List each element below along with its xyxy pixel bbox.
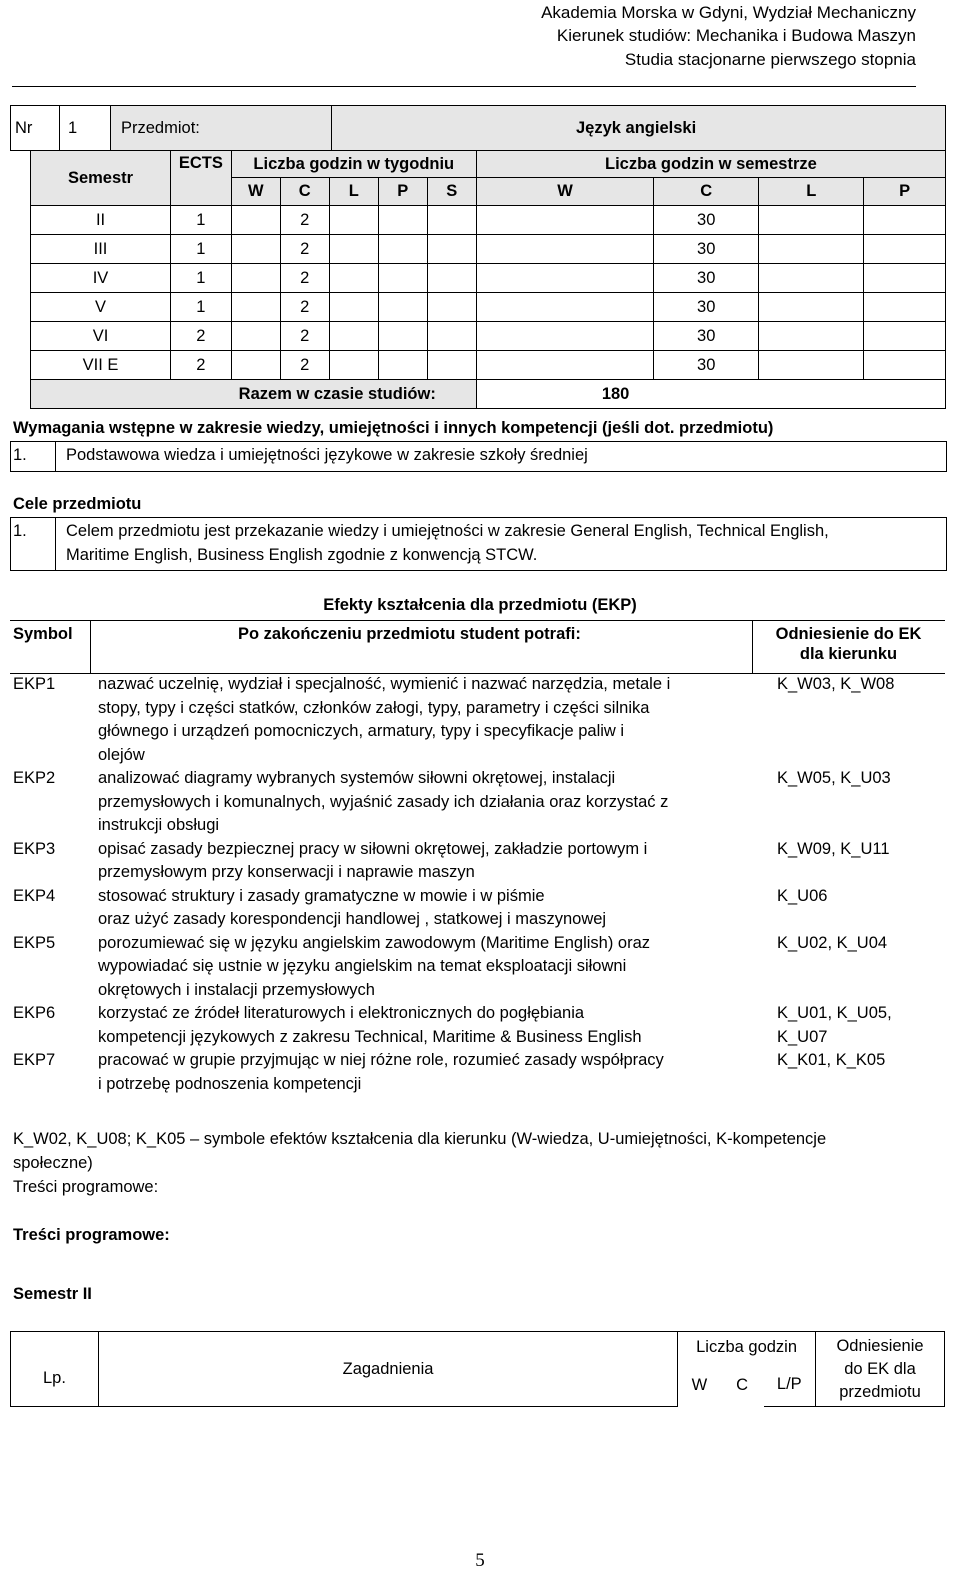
ekp-line: nazwać uczelnię, wydział i specjalność, wymienić i nazwać narzędzia, metale i (98, 675, 671, 693)
ekp-line: olejów (98, 745, 145, 764)
footnote-line1: K_W02, K_U08; K_K05 – symbole efektów kształcenia dla kierunku (W-wiedza, U-umiejętności, K-kompetencje (13, 1130, 827, 1148)
ekp-ref-line: K_U02, K_U04 (777, 933, 888, 952)
subject-name: Język angielski (332, 106, 946, 151)
table-row (31, 235, 946, 264)
col-ref-line2: do EK dla (844, 1359, 916, 1378)
ekp-line: analizować diagramy wybranych systemów siłowni okrętowej, instalacji (98, 769, 616, 787)
przedmiot-label: Przedmiot: (111, 106, 332, 151)
ekp-symbol: EKP3 (13, 839, 56, 858)
ects-cell: 1 (171, 264, 232, 293)
ekp-ref-line: K_W05, K_U03 (777, 769, 891, 787)
weekly-c-cell: 2 (280, 264, 329, 293)
col-reference-line2: dla kierunku (799, 645, 898, 663)
goals-divider (55, 518, 56, 570)
ekp-ref-line: K_U06 (777, 886, 828, 905)
ekp-description (98, 767, 765, 838)
semester-hours-header: Liczba godzin w semestrze (476, 151, 945, 178)
ekp-symbol: EKP7 (13, 1051, 56, 1069)
weekly-col-c: C (280, 178, 329, 206)
footnote-line2: społeczne) (13, 1154, 93, 1172)
ekp-symbol: EKP2 (13, 769, 56, 787)
table-row (10, 673, 945, 767)
semestr-cell: II (31, 206, 171, 235)
ekp-reference (765, 932, 945, 1003)
semester-c-cell: 30 (654, 264, 759, 293)
semester-col-p: P (864, 178, 946, 206)
page-number: 5 (475, 1550, 485, 1571)
semester-title: Semestr II (13, 1285, 92, 1303)
goals-num: 1. (13, 522, 27, 540)
col-reference (752, 625, 945, 664)
weekly-c-cell: 2 (280, 322, 329, 351)
semester-c-cell: 30 (654, 206, 759, 235)
goals-text-line2: Maritime English, Business English zgodnie z konwencją STCW. (66, 546, 538, 564)
ects-header: ECTS (171, 151, 232, 206)
ekp-symbol: EKP4 (13, 886, 56, 905)
col-ref-line1: Odniesienie (836, 1336, 924, 1355)
ekp-reference (765, 673, 945, 767)
col-topics: Zagadnienia (98, 1332, 677, 1407)
ekp-ref-line: K_W09, K_U11 (777, 839, 890, 858)
ekp-line: oraz użyć zasady korespondencji handlowej , statkowej i maszynowej (98, 910, 607, 928)
ekp-description (98, 838, 765, 885)
nr-value: 1 (60, 106, 111, 151)
weekly-col-s: S (427, 178, 476, 206)
ects-cell: 1 (171, 293, 232, 322)
ekp-symbol: EKP5 (13, 933, 56, 952)
semestr-cell: VII E (31, 351, 171, 380)
ects-cell: 2 (171, 322, 232, 351)
ekp-line: wypowiadać się ustnie w języku angielskim na temat eksploatacji siłowni (98, 957, 627, 975)
weekly-c-cell: 2 (280, 351, 329, 380)
field-of-study: Kierunek studiów: Mechanika i Budowa Maszyn (556, 26, 916, 45)
ekp-line: stopy, typy i części statków, członków załogi, typy, parametry i części silnika (98, 698, 650, 717)
subject-title-table (10, 105, 946, 151)
outcomes-table (10, 673, 945, 1096)
hours-table (30, 150, 946, 409)
weekly-col-w: W (231, 178, 280, 206)
table-row (10, 1002, 945, 1049)
ekp-ref-line: K_W03, K_W08 (777, 675, 895, 693)
table-row (31, 293, 946, 322)
requirements-divider (55, 442, 56, 471)
ekp-line: porozumiewać się w języku angielskim zawodowym (Maritime English) oraz (98, 933, 651, 952)
goals-box (10, 517, 947, 571)
ekp-symbol: EKP6 (13, 1004, 56, 1022)
weekly-c-cell: 2 (280, 293, 329, 322)
ects-cell: 2 (171, 351, 232, 380)
ekp-line: przemysłowych i komunalnych, wyjaśnić zasady ich działania oraz korzystać z (98, 792, 669, 811)
ekp-line: przemysłowym przy konserwacji i naprawie maszyn (98, 863, 475, 881)
col-ref-line3: przedmiotu (839, 1382, 921, 1401)
semester-c-cell: 30 (654, 322, 759, 351)
semestr-cell: V (31, 293, 171, 322)
ekp-ref-line: K_U01, K_U05, (777, 1004, 892, 1022)
semester-c-cell: 30 (654, 235, 759, 264)
col-hours-w: W (691, 1375, 708, 1394)
semester-col-l: L (759, 178, 864, 206)
semestr-cell: VI (31, 322, 171, 351)
weekly-c-cell: 2 (280, 206, 329, 235)
ekp-description (98, 1002, 765, 1049)
nr-label: Nr (11, 106, 60, 151)
outcomes-title: Efekty kształcenia dla przedmiotu (EKP) (323, 596, 637, 614)
ekp-reference (765, 1002, 945, 1049)
ekp-reference (765, 767, 945, 838)
semester-col-c: C (654, 178, 759, 206)
institution-name: Akademia Morska w Gdyni, Wydział Mechaniczny (541, 3, 916, 22)
table-row (10, 1049, 945, 1096)
ekp-description (98, 885, 765, 932)
outcomes-header (10, 620, 945, 674)
program-content-label: Treści programowe: (13, 1178, 159, 1196)
col-reference-line1: Odniesienie do EK (775, 625, 922, 643)
ekp-line: kompetencji językowych z zakresu Technical, Maritime & Business English (98, 1027, 642, 1046)
total-value: 180 (476, 380, 945, 409)
col-reference (816, 1332, 945, 1407)
ekp-description (98, 1049, 765, 1096)
goals-text-line1: Celem przedmiotu jest przekazanie wiedzy i umiejętności w zakresie General English, Technical English, (66, 522, 829, 540)
outcomes-footnote (13, 1127, 826, 1199)
header-rule (12, 86, 916, 87)
weekly-c-cell: 2 (280, 235, 329, 264)
ekp-description (98, 673, 765, 767)
ekp-symbol: EKP1 (13, 675, 56, 693)
semestr-cell: IV (31, 264, 171, 293)
program-table (10, 1331, 945, 1407)
ekp-line: opisać zasady bezpiecznej pracy w siłowni okrętowej, zakładzie portowym i (98, 839, 648, 858)
ekp-reference (765, 1049, 945, 1096)
program-title: Treści programowe: (13, 1226, 170, 1244)
semester-c-cell: 30 (654, 351, 759, 380)
ekp-line: korzystać ze źródeł literaturowych i elektronicznych do pogłębiania (98, 1004, 585, 1022)
table-row (31, 351, 946, 380)
ekp-line: stosować struktury i zasady gramatyczne w mowie i w piśmie (98, 886, 545, 905)
weekly-col-l: L (329, 178, 378, 206)
table-row (10, 885, 945, 932)
table-row (10, 838, 945, 885)
col-hours: Liczba godzin (678, 1332, 816, 1364)
ekp-line: i potrzebę podnoszenia kompetencji (98, 1074, 362, 1093)
ekp-reference (765, 885, 945, 932)
requirements-text: Podstawowa wiedza i umiejętności językowe w zakresie szkoły średniej (66, 446, 588, 464)
header-divider-1 (90, 621, 91, 673)
table-row (31, 322, 946, 351)
ekp-line: pracować w grupie przyjmując w niej różne role, rozumieć zasady współpracy (98, 1051, 664, 1069)
semester-c-cell: 30 (654, 293, 759, 322)
ekp-description (98, 932, 765, 1003)
ekp-line: głównego i urządzeń pomocniczych, armatury, typy i specyfikacje paliw i (98, 722, 625, 740)
ects-cell: 1 (171, 235, 232, 264)
goals-title: Cele przedmiotu (13, 495, 142, 513)
ekp-reference (765, 838, 945, 885)
col-hours-c: C (736, 1375, 749, 1394)
semestr-header: Semestr (31, 151, 171, 206)
table-row (31, 206, 946, 235)
col-hours-lp: L/P (764, 1364, 816, 1407)
weekly-col-p: P (378, 178, 427, 206)
total-label: Razem w czasie studiów: (31, 380, 477, 409)
ekp-line: instrukcji obsługi (98, 816, 220, 834)
ekp-line: okrętowych i instalacji przemysłowych (98, 980, 375, 999)
col-description: Po zakończeniu przedmiotu student potrafi: (238, 625, 581, 643)
requirements-num: 1. (13, 446, 27, 464)
col-lp: Lp. (11, 1332, 99, 1407)
semestr-cell: III (31, 235, 171, 264)
study-mode: Studia stacjonarne pierwszego stopnia (624, 50, 916, 69)
ects-cell: 1 (171, 206, 232, 235)
weekly-hours-header: Liczba godzin w tygodniu (231, 151, 476, 178)
semester-col-w: W (476, 178, 653, 206)
table-row (10, 932, 945, 1003)
table-row (10, 767, 945, 838)
requirements-box (10, 441, 947, 472)
ekp-ref-line: K_K01, K_K05 (777, 1051, 886, 1069)
ekp-ref-line: K_U07 (777, 1027, 828, 1046)
requirements-title: Wymagania wstępne w zakresie wiedzy, umiejętności i innych kompetencji (jeśli dot. przedmiotu) (13, 419, 774, 437)
col-symbol: Symbol (13, 625, 73, 643)
table-row (31, 264, 946, 293)
